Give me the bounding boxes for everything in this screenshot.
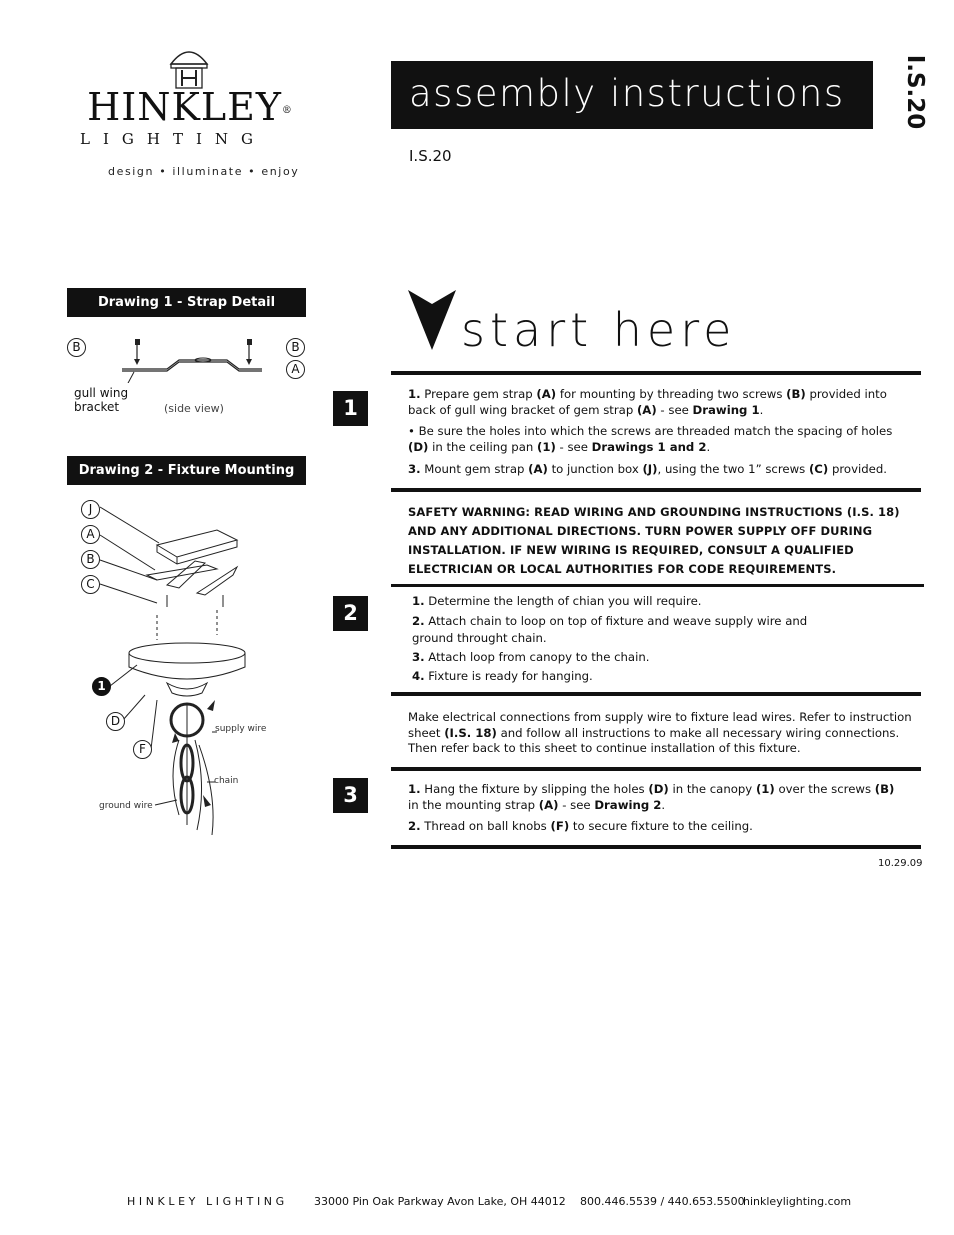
label-1-canopy: 1: [92, 677, 111, 696]
hinkley-logo-icon: [163, 44, 215, 90]
step2-number: 2: [333, 596, 368, 631]
label-d: D: [106, 712, 125, 731]
label-j: J: [81, 500, 100, 519]
drawing1-title: Drawing 1 - Strap Detail: [67, 288, 306, 317]
step1-number: 1: [333, 391, 368, 426]
vertical-sheet-code: I.S.20: [902, 54, 928, 130]
label-b-left: B: [67, 338, 86, 357]
rule-step1: [391, 488, 921, 492]
footer-brand: HINKLEY LIGHTING: [127, 1195, 288, 1208]
revision-date: 10.29.09: [878, 858, 923, 869]
strap-detail-drawing: [67, 333, 307, 383]
label-b-right: B: [286, 338, 305, 357]
step3-item2: 2. Thread on ball knobs (F) to secure fixture to the ceiling.: [408, 819, 753, 833]
step2-item2: 2. Attach chain to loop on top of fixture and weave supply wire and ground throught chain.: [412, 614, 808, 645]
chain-label: chain: [214, 776, 239, 786]
supply-wire-label: supply wire: [215, 724, 267, 734]
bracket-label-line2: bracket: [74, 400, 120, 414]
electrical-note: Make electrical connections from supply wire to fixture lead wires. Refer to instruction sheet (I.S. 18) and follow all instructions to make all necessary wiring connections. Then refer back to this sheet to continue installation of this fixture.: [408, 710, 912, 755]
rule-step3: [391, 845, 921, 849]
logo-tagline: design • illuminate • enjoy: [108, 165, 300, 178]
step3-number: 3: [333, 778, 368, 813]
footer-phone: 800.446.5539 / 440.653.5500: [580, 1195, 745, 1208]
page-title: assembly instructions: [409, 72, 845, 115]
step3-item1: 1. Hang the fixture by slipping the holes (D) in the canopy (1) over the screws (B) in the mounting strap (A) - see Drawing 2.: [408, 782, 895, 812]
start-arrow-icon: [408, 290, 456, 352]
rule-electrical: [391, 767, 921, 771]
label-f: F: [133, 740, 152, 759]
rule-step2: [391, 692, 921, 696]
drawing2-title: Drawing 2 - Fixture Mounting: [67, 456, 306, 485]
step2-item1: 1. Determine the length of chian you will require.: [412, 594, 702, 608]
footer-website-link[interactable]: hinkleylighting.com: [743, 1195, 852, 1208]
label-b-d2: B: [81, 550, 100, 569]
rule-warning: [391, 584, 924, 587]
label-a-d2: A: [81, 525, 100, 544]
label-a: A: [286, 360, 305, 379]
rule-start: [391, 371, 921, 375]
start-here-heading: start here: [461, 303, 737, 357]
logo-brand: HINKLEY®: [87, 85, 293, 129]
step1-item3: 3. Mount gem strap (A) to junction box (J), using the two 1” screws (C) provided.: [408, 462, 887, 476]
logo-subtitle: LIGHTING: [80, 130, 266, 148]
fixture-mounting-drawing: [67, 495, 307, 840]
footer-address: 33000 Pin Oak Parkway Avon Lake, OH 44012: [314, 1195, 566, 1208]
step1-item1: 1. Prepare gem strap (A) for mounting by threading two screws (B) provided into back of gull wing bracket of gem strap (A) - see Drawing 1.: [408, 387, 887, 417]
bracket-label-line1: gull wing: [74, 386, 129, 400]
safety-warning: SAFETY WARNING: READ WIRING AND GROUNDING INSTRUCTIONS (I.S. 18) AND ANY ADDITIONAL DIRECTIONS. TURN POWER SUPPLY OFF DURING INSTALLATION. IF NEW WIRING IS REQUIRED, CONSULT A QUALIFIED ELECTRICIAN OR LOCAL AUTHORITIES FOR CODE REQUIREMENTS.: [408, 505, 900, 576]
label-c: C: [81, 575, 100, 594]
ground-wire-label: ground wire: [99, 801, 153, 811]
step1-item2: • Be sure the holes into which the screws are threaded match the spacing of holes (D) in the ceiling pan (1) - see Drawings 1 and 2.: [408, 424, 893, 454]
step2-item4: 4. Fixture is ready for hanging.: [412, 669, 593, 683]
side-view-note: (side view): [164, 402, 224, 415]
sheet-code: I.S.20: [409, 147, 452, 165]
step2-item3: 3. Attach loop from canopy to the chain.: [412, 650, 650, 664]
